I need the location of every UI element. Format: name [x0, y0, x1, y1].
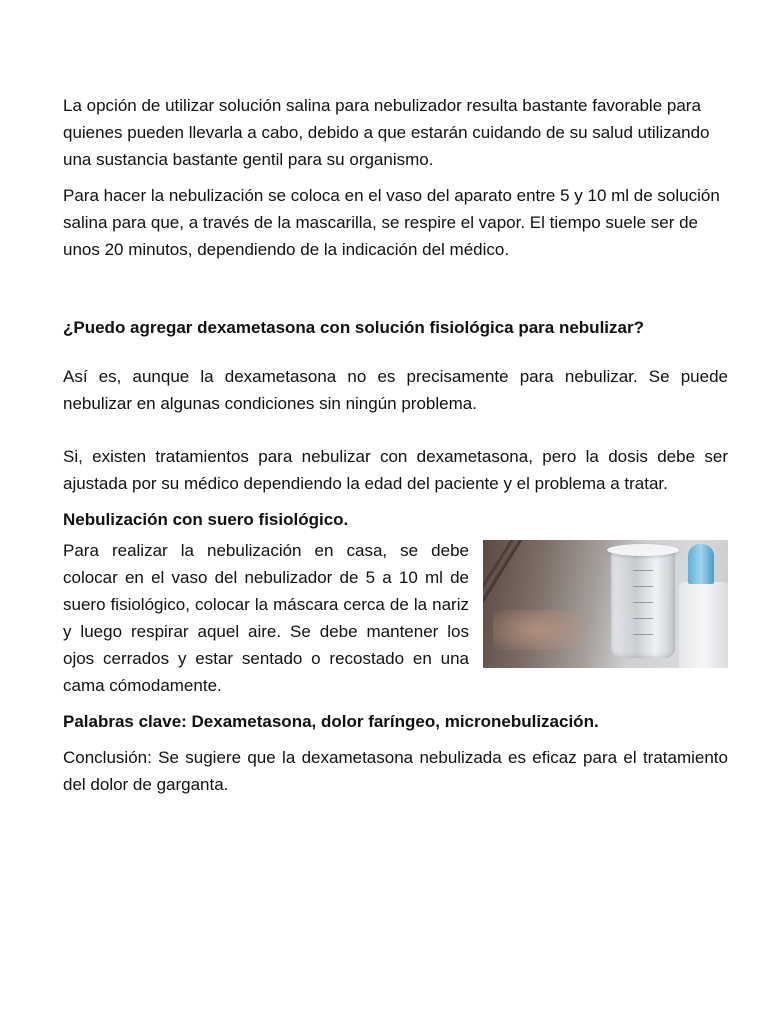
conclusion-paragraph: Conclusión: Se sugiere que la dexametasona nebulizada es eficaz para el tratamiento del dolor de garganta. — [63, 748, 728, 794]
section-heading: Nebulización con suero fisiológico. — [63, 510, 349, 529]
document-page — [63, 92, 728, 798]
question-heading: ¿Puedo agregar dexametasona con solución fisiológica para nebulizar? — [63, 318, 644, 337]
intro-paragraph: La opción de utilizar solución salina para nebulizador resulta bastante favorable para quienes pueden llevarla a cabo, debido a que estarán cuidando de su salud utilizando una sustancia bastante gentil para su organismo. — [63, 96, 710, 169]
measuring-cup-photo — [483, 540, 728, 668]
followup-paragraph: Si, existen tratamientos para nebulizar con dexametasona, pero la dosis debe ser ajustada por su médico dependiendo la edad del paciente y el problema a tratar. — [63, 447, 728, 493]
answer-paragraph: Así es, aunque la dexametasona no es precisamente para nebulizar. Se puede nebulizar en algunas condiciones sin ningún problema. — [63, 367, 728, 413]
procedure-paragraph: Para hacer la nebulización se coloca en el vaso del aparato entre 5 y 10 ml de solución salina para que, a través de la mascarilla, se respire el vapor. El tiempo suele ser de unos 20 minutos, dependiendo de la indicación del médico. — [63, 186, 720, 259]
keywords-line: Palabras clave: Dexametasona, dolor faríngeo, micronebulización. — [63, 712, 599, 731]
section-body-paragraph: Para realizar la nebulización en casa, se debe colocar en el vaso del nebulizador de 5 a 10 ml de suero fisiológico, colocar la máscara cerca de la nariz y luego respirar aquel aire. Se debe mantener los ojos cerrados y estar sentado o recostado en una cama cómodamente. — [63, 541, 469, 695]
section-body-wrap — [63, 537, 728, 699]
